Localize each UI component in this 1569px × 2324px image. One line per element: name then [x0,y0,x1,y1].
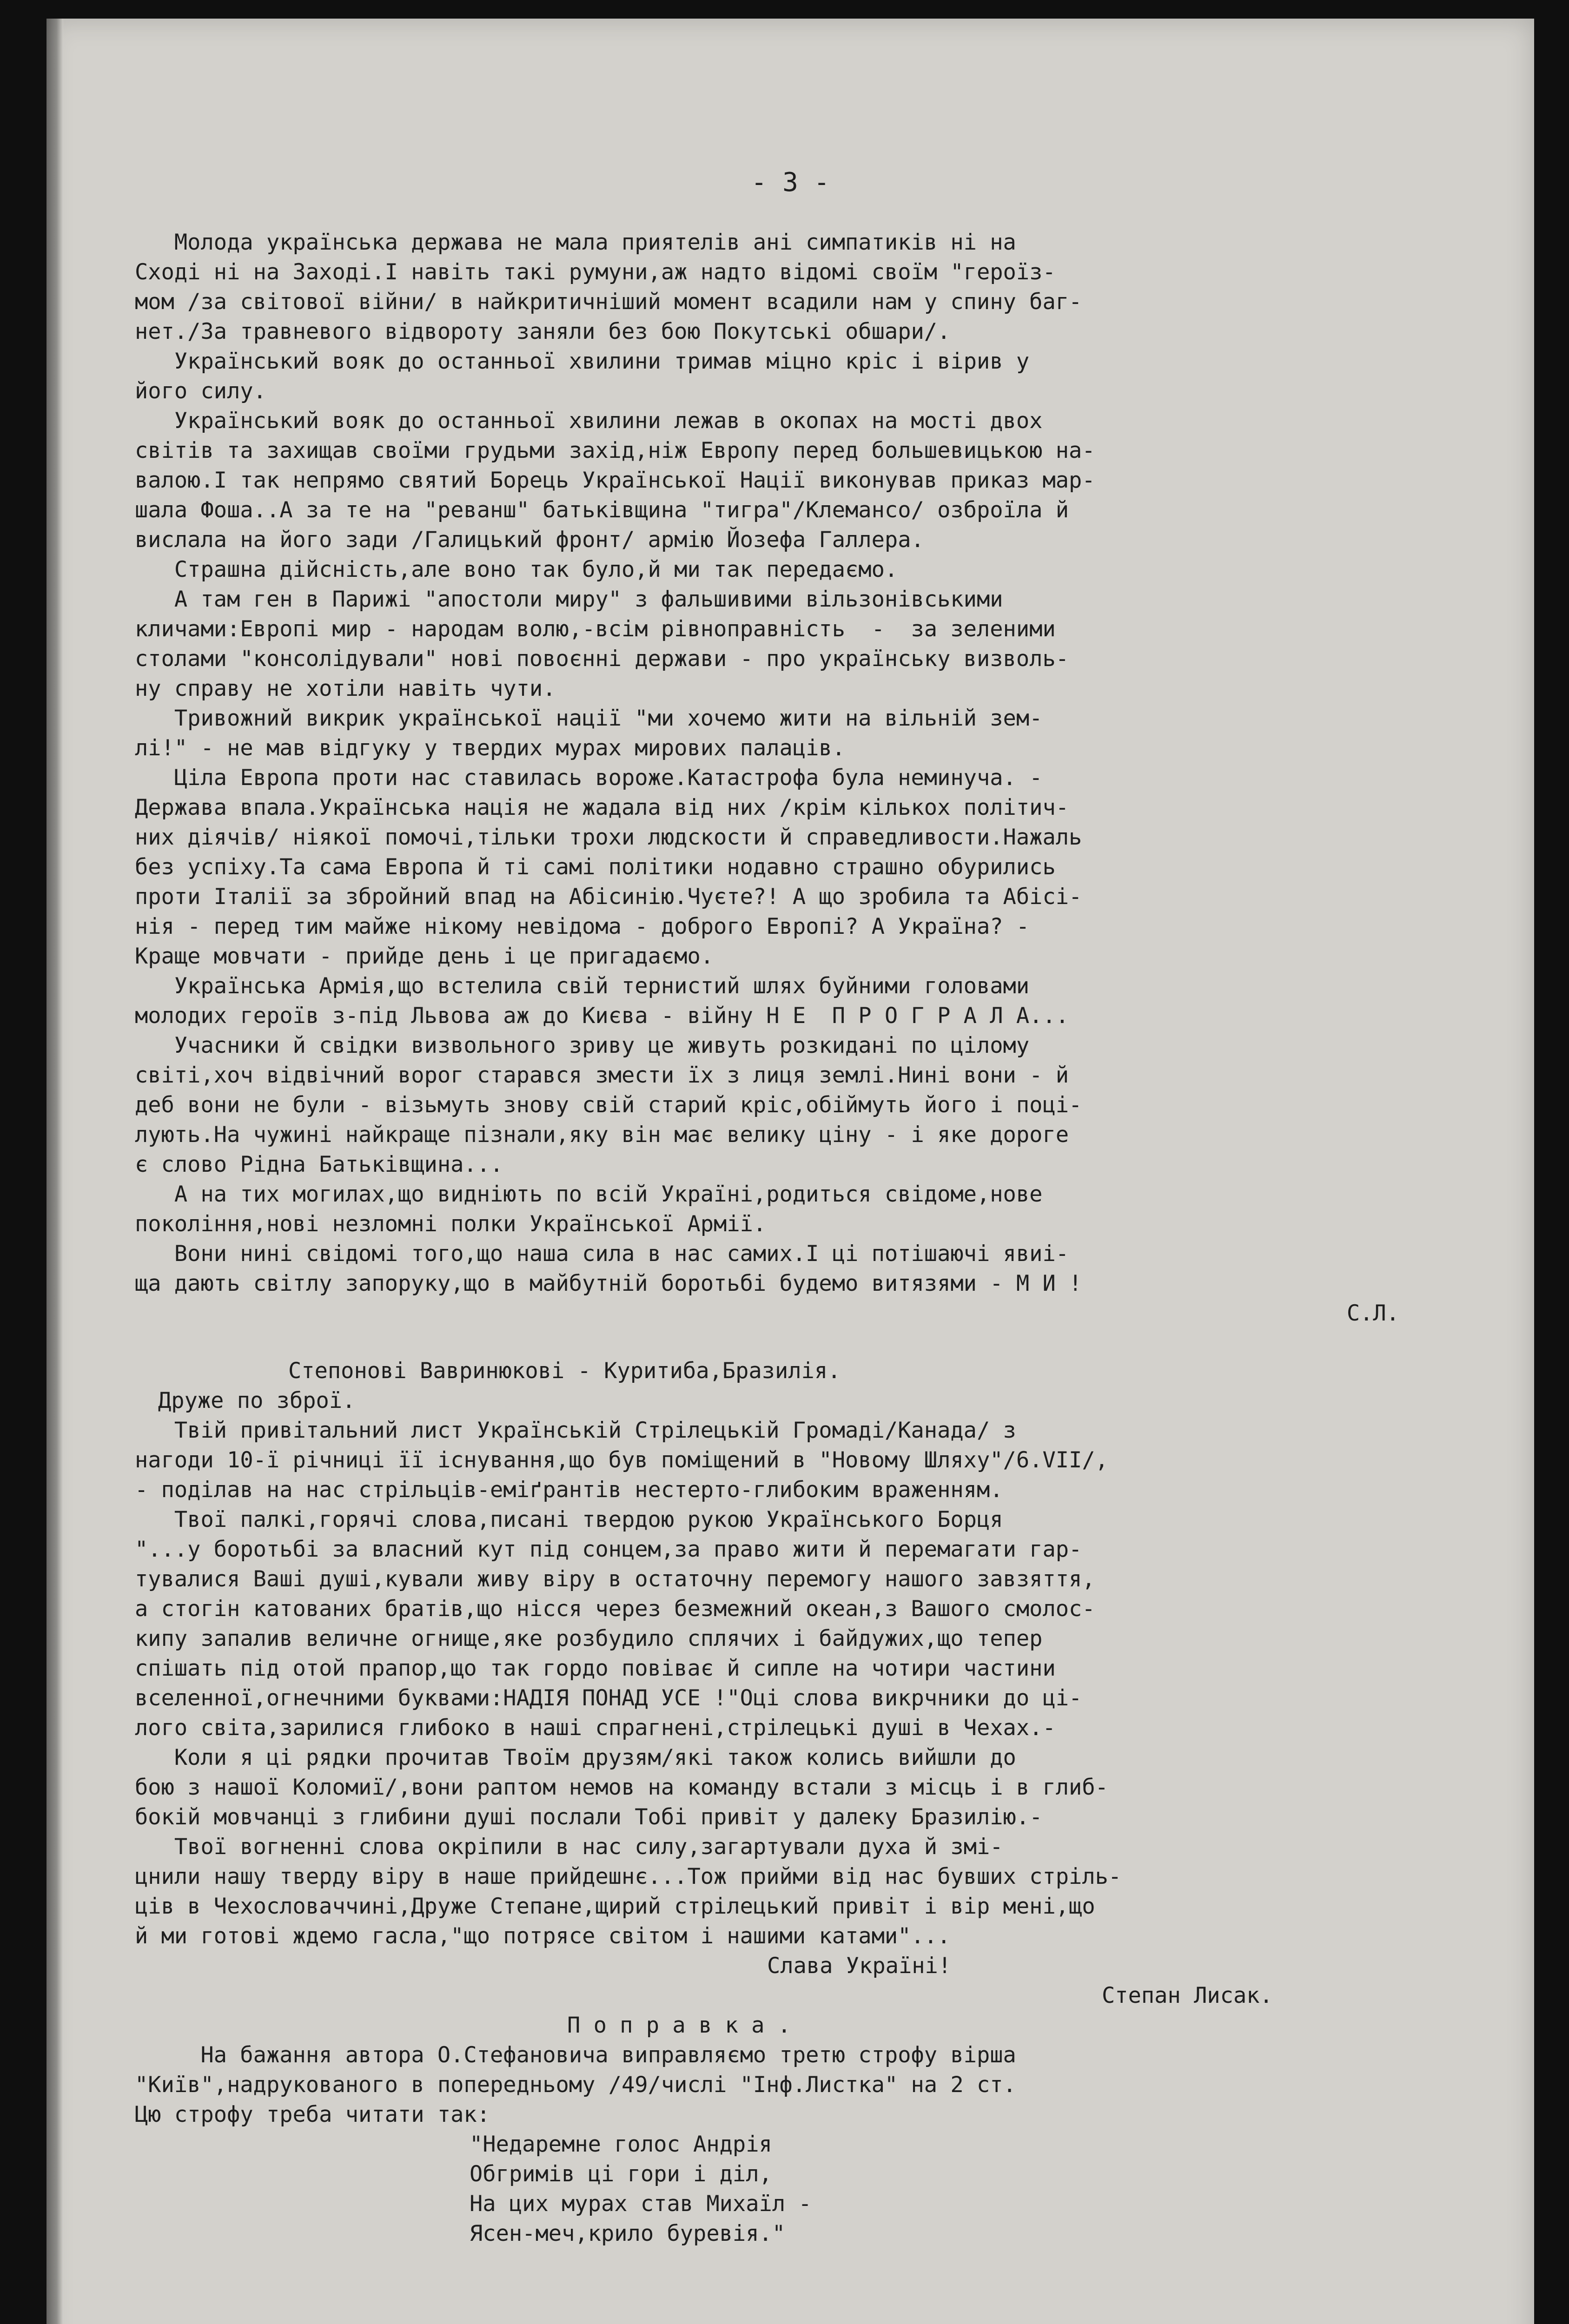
letter-closing: Слава Україні! [767,1953,952,1979]
verse-line: "Недаремне голос Андрія [470,2132,772,2157]
article-line: молодих героїв з-під Львова аж до Києва - війну Н Е П Р О Г Р А Л А... [135,1003,1069,1029]
article-line: лі!" - не мав відгуку у твердих мурах мирових палаців. [135,735,846,761]
article-line: Українська Армія,що встелила свій тернистий шлях буйними головами [135,973,1030,999]
verse-line: На цих мурах став Михаїл - [470,2191,812,2217]
correction-body [135,2040,1502,2130]
page-edge-shadow [46,19,63,2324]
article-line: ща дають світлу запоруку,що в майбутній боротьбі будемо витязями - М И ! [135,1271,1082,1296]
correction-line: "Київ",надрукованого в попередньому /49/числі "Інф.Листка" на 2 ст. [135,2072,1016,2098]
letter-line: вселенної,огнечними буквами:НАДІЯ ПОНАД УСЕ !"Оці слова викрчники до ці- [135,1685,1082,1711]
article-line: Держава впала.Українська нація не жадала від них /крім кількох політич- [135,795,1069,820]
article-line: вислала на його зади /Галицький фронт/ армію Йозефа Галлера. [135,527,924,553]
article-line: Тривожний викрик української нації "ми хочемо жити на вільній зем- [135,706,1043,731]
letter-line: Твої вогненні слова окріпили в нас силу,загартували духа й змі- [135,1834,1003,1860]
article-line: без успіху.Та сама Европа й ті самі політики нодавно страшно обурились [135,854,1056,880]
article-signature: С.Л. [1346,1301,1399,1326]
article-line: його силу. [135,378,266,404]
verse-line: Ясен-меч,крило буревія." [470,2221,786,2246]
article-line: Український вояк до останньої хвилини тримав міцно кріс і вірив у [135,349,1030,374]
article-line: нет./За травневого відвороту заняли без бою Покутські обшари/. [135,319,951,344]
article-line: деб вони не були - візьмуть знову свій старий кріс,обіймуть його і поці- [135,1092,1082,1118]
article-line: А там ген в Парижі "апостоли миру" з фальшивими вільзонівськими [135,587,1003,612]
article-line: Ціла Европа проти нас ставилась вороже.Катастрофа була неминуча. - [135,765,1043,791]
letter-line: Коли я ці рядки прочитав Твоїм друзям/які також колись вийшли до [135,1745,1016,1770]
article-line: Краще мовчати - прийде день і це пригадаємо. [135,944,714,969]
letter-greeting: Друже по зброї. [158,1388,356,1413]
letter-line: бокій мовчанці з глибини душі послали Тобі привіт у далеку Бразилію.- [135,1804,1043,1830]
article-line: А на тих могилах,що видніють по всій Україні,родиться свідоме,нове [135,1182,1043,1207]
letter-line: "...у боротьбі за власний кут під сонцем,за право жити й перемагати гар- [135,1537,1082,1562]
letter-line: нагоди 10-ї річниці її існування,що був поміщений в "Новому Шляху"/6.VII/, [135,1447,1108,1473]
article-line: нія - перед тим майже нікому невідома - доброго Европі? А Україна? - [135,914,1030,939]
article-line: світів та захищав своїми грудьми захід,ніж Европу перед большевицькою на- [135,438,1095,463]
article-line: шала Фоша..А за те на "реванш" батьківщина "тигра"/Клемансо/ озброїла й [135,497,1069,523]
article-line: кличами:Европі мир - народам волю,-всім рівноправність - за зеленими [135,616,1056,642]
article-line: лують.На чужині найкраще пізнали,яку він має велику ціну - і яке дороге [135,1122,1069,1148]
letter-line: Твої палкі,горячі слова,писані твердою рукою Українського Борця [135,1507,1003,1532]
letter-line: бою з нашої Коломиї/,вони раптом немов на команду встали з місць і в глиб- [135,1775,1108,1800]
page-number: - 3 - [751,167,830,198]
article-line: Український вояк до останньої хвилини лежав в окопах на мості двох [135,408,1043,434]
letter-body [135,1416,1502,1951]
letter-line: - поділав на нас стрільців-еміґрантів нестерто-глибоким враженням. [135,1477,1003,1503]
letter-line: кипу запалив величне огнище,яке розбудило сплячих і байдужих,що тепер [135,1626,1043,1651]
letter-line: лого світа,зарилися глибоко в наші спрагнені,стрілецькі душі в Чехах.- [135,1715,1056,1741]
article-line: Молода українська держава не мала приятелів ані симпатиків ні на [135,230,1016,255]
document-body [135,158,1502,2249]
correction-heading: П о п р а в к а . [567,2013,791,2038]
article-line: столами "консолідували" нові повоєнні держави - про українську визволь- [135,646,1069,672]
letter-line: Твій привітальний лист Українській Стрілецькій Громаді/Канада/ з [135,1418,1016,1443]
letter-signature: Степан Лисак. [1102,1983,1273,2008]
letter-heading: Степонові Вавринюкові - Куритиба,Бразилія. [288,1358,841,1384]
article-line: Учасники й свідки визвольного зриву це живуть розкидані по цілому [135,1033,1030,1058]
article-line: покоління,нові незломні полки Української Армії. [135,1211,767,1237]
correction-line: На бажання автора О.Стефановича виправляємо третю строфу вірша [135,2042,1016,2068]
article-line: є слово Рідна Батьківщина... [135,1152,503,1177]
document-page [46,19,1534,2324]
article-line: валою.І так непрямо святий Борець Української Нації виконував приказ мар- [135,468,1095,493]
article-line: Страшна дійсність,але воно так було,й ми так передаємо. [135,557,898,582]
article-line: проти Італії за збройний впад на Абісинію.Чуєте?! А що зробила та Абісі- [135,884,1082,910]
article-line: ну справу не хотіли навіть чути. [135,676,556,701]
article-line: них діячів/ ніякої помочі,тільки трохи людскости й справедливости.Нажаль [135,825,1082,850]
article-line: мом /за світової війни/ в найкритичніший момент всадили нам у спину баг- [135,289,1082,315]
letter-line: й ми готові ждемо гасла,"що потрясе світом і нашими катами"... [135,1923,951,1949]
verse-line: Обгримів ці гори і діл, [470,2161,772,2187]
letter-line: спішать під отой прапор,що так гордо повіває й сипле на чотири частини [135,1656,1056,1681]
letter-line: тувалися Ваші душі,кували живу віру в остаточну перемогу нашого завзяття, [135,1566,1095,1592]
letter-line: а стогін катованих братів,що нісся через безмежний океан,з Вашого смолос- [135,1596,1095,1622]
article-body [135,228,1502,1299]
article-line: Вони нині свідомі того,що наша сила в нас самих.І ці потішаючі явиі- [135,1241,1069,1267]
article-line: світі,хоч відвічний ворог старався змести їх з лиця землі.Нині вони - й [135,1063,1069,1088]
letter-line: цнили нашу тверду віру в наше прийдешнє...Тож прийми від нас бувших стріль- [135,1864,1122,1889]
article-line: Сході ні на Заході.І навіть такі румуни,аж надто відомі своїм "героїз- [135,259,1056,285]
letter-line: ців в Чехословаччині,Друже Степане,щирий стрілецький привіт і вір мені,що [135,1894,1095,1919]
correction-line: Цю строфу треба читати так: [135,2102,490,2127]
correction-verse [135,2130,1502,2249]
